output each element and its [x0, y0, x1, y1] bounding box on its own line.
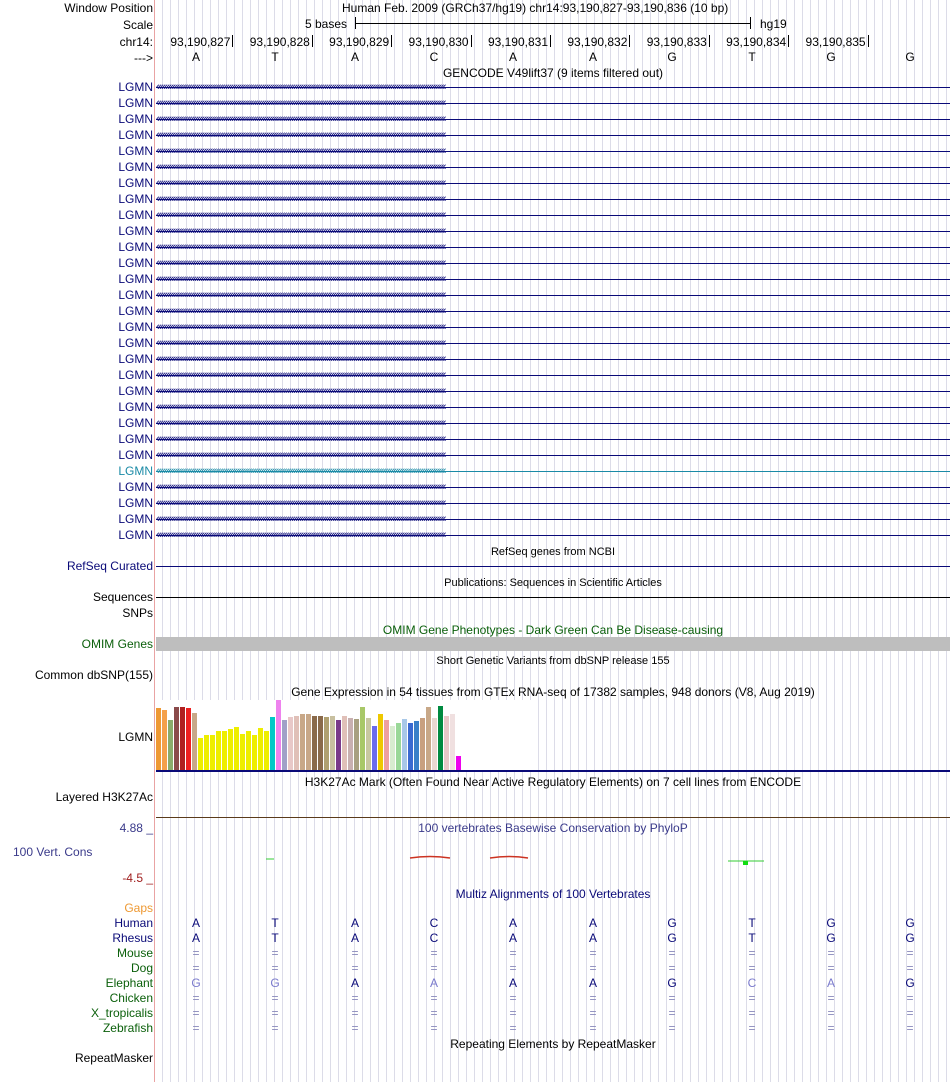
publications-line[interactable]: [156, 597, 950, 598]
gtex-tissue-bar[interactable]: [174, 707, 179, 770]
alignment-base: G: [667, 916, 677, 930]
gencode-gene-label[interactable]: LGMN: [118, 288, 153, 302]
alignment-base: =: [192, 961, 200, 975]
alignment-base: =: [827, 1006, 835, 1020]
position-tick: [550, 35, 551, 47]
gtex-tissue-bar[interactable]: [186, 708, 191, 770]
position-tick: [232, 35, 233, 47]
alignment-base: A: [350, 976, 359, 990]
gencode-transcript-row[interactable]: [156, 207, 950, 223]
strand-chevrons: ‹‹‹‹‹‹‹‹‹‹‹‹‹‹‹‹‹‹‹‹‹‹‹‹‹‹‹‹‹‹‹‹‹‹‹‹‹‹‹‹‹‹‹‹‹‹‹‹‹‹‹‹‹‹‹‹‹‹‹‹‹‹‹‹‹‹‹‹‹‹‹‹‹‹‹‹‹‹‹‹‹‹‹‹‹‹‹‹‹‹‹‹‹‹‹‹‹‹‹‹‹‹‹‹‹‹‹‹‹‹‹‹‹‹‹‹‹‹‹‹‹‹‹‹‹‹‹‹‹‹‹‹‹‹‹‹‹‹‹‹: [156, 369, 445, 381]
gtex-tissue-bar[interactable]: [240, 734, 245, 770]
alignment-base: =: [668, 1021, 676, 1035]
gencode-gene-label[interactable]: LGMN: [118, 80, 153, 94]
alignment-base: =: [430, 946, 438, 960]
base-letter: A: [191, 50, 200, 64]
position-tick: [709, 35, 710, 47]
phylop-min: -4.5 _: [122, 871, 153, 885]
gtex-tissue-bar[interactable]: [270, 717, 275, 770]
alignment-base: =: [668, 946, 676, 960]
refseq-label[interactable]: RefSeq Curated: [66, 559, 153, 573]
alignment-base: C: [429, 931, 439, 945]
alignment-base: =: [509, 1006, 517, 1020]
strand-chevrons: ‹‹‹‹‹‹‹‹‹‹‹‹‹‹‹‹‹‹‹‹‹‹‹‹‹‹‹‹‹‹‹‹‹‹‹‹‹‹‹‹‹‹‹‹‹‹‹‹‹‹‹‹‹‹‹‹‹‹‹‹‹‹‹‹‹‹‹‹‹‹‹‹‹‹‹‹‹‹‹‹‹‹‹‹‹‹‹‹‹‹‹‹‹‹‹‹‹‹‹‹‹‹‹‹‹‹‹‹‹‹‹‹‹‹‹‹‹‹‹‹‹‹‹‹‹‹‹‹‹‹‹‹‹‹‹‹‹‹‹‹: [156, 337, 445, 349]
gtex-tissue-bar[interactable]: [390, 726, 395, 770]
gencode-transcript-row[interactable]: [156, 351, 950, 367]
alignment-base: C: [429, 916, 439, 930]
gencode-gene-label[interactable]: LGMN: [118, 304, 153, 318]
alignment-base: G: [667, 931, 677, 945]
gencode-gene-label[interactable]: LGMN: [118, 96, 153, 110]
strand-chevrons: ‹‹‹‹‹‹‹‹‹‹‹‹‹‹‹‹‹‹‹‹‹‹‹‹‹‹‹‹‹‹‹‹‹‹‹‹‹‹‹‹‹‹‹‹‹‹‹‹‹‹‹‹‹‹‹‹‹‹‹‹‹‹‹‹‹‹‹‹‹‹‹‹‹‹‹‹‹‹‹‹‹‹‹‹‹‹‹‹‹‹‹‹‹‹‹‹‹‹‹‹‹‹‹‹‹‹‹‹‹‹‹‹‹‹‹‹‹‹‹‹‹‹‹‹‹‹‹‹‹‹‹‹‹‹‹‹‹‹‹‹: [156, 353, 445, 365]
gtex-tissue-bar[interactable]: [228, 729, 233, 770]
alignment-base: =: [430, 1006, 438, 1020]
alignment-base: =: [748, 961, 756, 975]
gtex-tissue-bar[interactable]: [258, 728, 263, 770]
alignment-base: A: [350, 931, 359, 945]
gtex-tissue-bar[interactable]: [282, 720, 287, 770]
strand-chevrons: ‹‹‹‹‹‹‹‹‹‹‹‹‹‹‹‹‹‹‹‹‹‹‹‹‹‹‹‹‹‹‹‹‹‹‹‹‹‹‹‹‹‹‹‹‹‹‹‹‹‹‹‹‹‹‹‹‹‹‹‹‹‹‹‹‹‹‹‹‹‹‹‹‹‹‹‹‹‹‹‹‹‹‹‹‹‹‹‹‹‹‹‹‹‹‹‹‹‹‹‹‹‹‹‹‹‹‹‹‹‹‹‹‹‹‹‹‹‹‹‹‹‹‹‹‹‹‹‹‹‹‹‹‹‹‹‹‹‹‹‹: [156, 241, 445, 253]
alignment-base: A: [429, 976, 438, 990]
alignment-base: T: [271, 931, 279, 945]
alignment-base: G: [905, 916, 915, 930]
strand-chevrons: ‹‹‹‹‹‹‹‹‹‹‹‹‹‹‹‹‹‹‹‹‹‹‹‹‹‹‹‹‹‹‹‹‹‹‹‹‹‹‹‹‹‹‹‹‹‹‹‹‹‹‹‹‹‹‹‹‹‹‹‹‹‹‹‹‹‹‹‹‹‹‹‹‹‹‹‹‹‹‹‹‹‹‹‹‹‹‹‹‹‹‹‹‹‹‹‹‹‹‹‹‹‹‹‹‹‹‹‹‹‹‹‹‹‹‹‹‹‹‹‹‹‹‹‹‹‹‹‹‹‹‹‹‹‹‹‹‹‹‹‹: [156, 305, 445, 317]
alignment-base: =: [668, 961, 676, 975]
alignment-base: =: [748, 1021, 756, 1035]
strand-chevrons: ‹‹‹‹‹‹‹‹‹‹‹‹‹‹‹‹‹‹‹‹‹‹‹‹‹‹‹‹‹‹‹‹‹‹‹‹‹‹‹‹‹‹‹‹‹‹‹‹‹‹‹‹‹‹‹‹‹‹‹‹‹‹‹‹‹‹‹‹‹‹‹‹‹‹‹‹‹‹‹‹‹‹‹‹‹‹‹‹‹‹‹‹‹‹‹‹‹‹‹‹‹‹‹‹‹‹‹‹‹‹‹‹‹‹‹‹‹‹‹‹‹‹‹‹‹‹‹‹‹‹‹‹‹‹‹‹‹‹‹‹: [156, 225, 445, 237]
alignment-base: =: [906, 946, 914, 960]
h3k27ac-baseline: [156, 817, 950, 818]
gencode-transcript-row[interactable]: [156, 447, 950, 463]
alignment-base: =: [351, 1021, 359, 1035]
gencode-gene-label[interactable]: LGMN: [118, 528, 153, 542]
position-label: 93,190,831: [487, 35, 548, 49]
phylop-label[interactable]: 100 Vert. Cons: [13, 845, 93, 859]
strand-chevrons: ‹‹‹‹‹‹‹‹‹‹‹‹‹‹‹‹‹‹‹‹‹‹‹‹‹‹‹‹‹‹‹‹‹‹‹‹‹‹‹‹‹‹‹‹‹‹‹‹‹‹‹‹‹‹‹‹‹‹‹‹‹‹‹‹‹‹‹‹‹‹‹‹‹‹‹‹‹‹‹‹‹‹‹‹‹‹‹‹‹‹‹‹‹‹‹‹‹‹‹‹‹‹‹‹‹‹‹‹‹‹‹‹‹‹‹‹‹‹‹‹‹‹‹‹‹‹‹‹‹‹‹‹‹‹‹‹‹‹‹‹: [156, 417, 445, 429]
alignment-base: =: [351, 1006, 359, 1020]
position-tick: [629, 35, 630, 47]
gtex-title: Gene Expression in 54 tissues from GTEx RNA-seq of 17382 samples, 948 donors (V8, Aug 2019): [291, 685, 815, 699]
gtex-tissue-bar[interactable]: [264, 731, 269, 770]
omim-title: OMIM Gene Phenotypes - Dark Green Can Be Disease-causing: [382, 623, 724, 637]
gtex-tissue-bar[interactable]: [312, 716, 317, 770]
gencode-transcript-row[interactable]: [156, 463, 950, 479]
gtex-tissue-bar[interactable]: [330, 716, 335, 770]
strand-chevrons: ‹‹‹‹‹‹‹‹‹‹‹‹‹‹‹‹‹‹‹‹‹‹‹‹‹‹‹‹‹‹‹‹‹‹‹‹‹‹‹‹‹‹‹‹‹‹‹‹‹‹‹‹‹‹‹‹‹‹‹‹‹‹‹‹‹‹‹‹‹‹‹‹‹‹‹‹‹‹‹‹‹‹‹‹‹‹‹‹‹‹‹‹‹‹‹‹‹‹‹‹‹‹‹‹‹‹‹‹‹‹‹‹‹‹‹‹‹‹‹‹‹‹‹‹‹‹‹‹‹‹‹‹‹‹‹‹‹‹‹‹: [156, 145, 445, 157]
gaps-label: Gaps: [124, 901, 153, 915]
gencode-transcript-row[interactable]: [156, 143, 950, 159]
gencode-transcript-row[interactable]: [156, 335, 950, 351]
alignment-base: A: [588, 916, 597, 930]
species-label[interactable]: Mouse: [116, 946, 153, 960]
gencode-gene-label[interactable]: LGMN: [118, 192, 153, 206]
gencode-transcript-row[interactable]: [156, 191, 950, 207]
position-label: 93,190,829: [329, 35, 390, 49]
alignment-base: =: [589, 1006, 597, 1020]
gencode-transcript-row[interactable]: [156, 287, 950, 303]
gencode-gene-label[interactable]: LGMN: [118, 320, 153, 334]
gtex-tissue-bar[interactable]: [252, 735, 257, 770]
alignment-base: =: [509, 991, 517, 1005]
gencode-transcript-row[interactable]: [156, 399, 950, 415]
snps-label[interactable]: SNPs: [122, 606, 153, 620]
gtex-baseline: [156, 770, 950, 772]
gencode-gene-label[interactable]: LGMN: [118, 480, 153, 494]
gtex-tissue-bar[interactable]: [288, 717, 293, 770]
gtex-tissue-bar[interactable]: [204, 735, 209, 770]
alignment-base: A: [508, 916, 517, 930]
alignment-base: A: [508, 976, 517, 990]
alignment-base: =: [351, 946, 359, 960]
position-label: 93,190,834: [726, 35, 787, 49]
gencode-gene-label[interactable]: LGMN: [118, 176, 153, 190]
gencode-gene-label[interactable]: LGMN: [118, 336, 153, 350]
gencode-transcript-row[interactable]: [156, 239, 950, 255]
repeatmasker-title: Repeating Elements by RepeatMasker: [450, 1037, 656, 1051]
position-tick: [471, 35, 472, 47]
alignment-base: =: [748, 991, 756, 1005]
gtex-tissue-bar[interactable]: [180, 707, 185, 770]
base-letter: G: [905, 50, 915, 64]
alignment-base: =: [906, 1021, 914, 1035]
gtex-tissue-bar[interactable]: [342, 716, 347, 770]
refseq-gene-line[interactable]: [156, 566, 950, 567]
gencode-transcript-row[interactable]: [156, 223, 950, 239]
gencode-transcript-row[interactable]: [156, 479, 950, 495]
alignment-base: C: [747, 976, 757, 990]
gtex-tissue-bar[interactable]: [162, 710, 167, 770]
base-letter: C: [429, 50, 439, 64]
alignment-base: =: [351, 991, 359, 1005]
strand-chevrons: ‹‹‹‹‹‹‹‹‹‹‹‹‹‹‹‹‹‹‹‹‹‹‹‹‹‹‹‹‹‹‹‹‹‹‹‹‹‹‹‹‹‹‹‹‹‹‹‹‹‹‹‹‹‹‹‹‹‹‹‹‹‹‹‹‹‹‹‹‹‹‹‹‹‹‹‹‹‹‹‹‹‹‹‹‹‹‹‹‹‹‹‹‹‹‹‹‹‹‹‹‹‹‹‹‹‹‹‹‹‹‹‹‹‹‹‹‹‹‹‹‹‹‹‹‹‹‹‹‹‹‹‹‹‹‹‹‹‹‹‹: [156, 193, 445, 205]
alignment-base: =: [430, 991, 438, 1005]
alignment-base: A: [191, 916, 200, 930]
alignment-base: =: [192, 946, 200, 960]
alignment-base: G: [667, 976, 677, 990]
species-label[interactable]: Human: [114, 916, 153, 930]
gencode-gene-label[interactable]: LGMN: [118, 112, 153, 126]
strand-arrow-label: --->: [134, 51, 153, 65]
alignment-base: =: [668, 991, 676, 1005]
alignment-base: =: [827, 991, 835, 1005]
gtex-tissue-bar[interactable]: [198, 738, 203, 770]
gencode-transcript-row[interactable]: [156, 127, 950, 143]
strand-chevrons: ‹‹‹‹‹‹‹‹‹‹‹‹‹‹‹‹‹‹‹‹‹‹‹‹‹‹‹‹‹‹‹‹‹‹‹‹‹‹‹‹‹‹‹‹‹‹‹‹‹‹‹‹‹‹‹‹‹‹‹‹‹‹‹‹‹‹‹‹‹‹‹‹‹‹‹‹‹‹‹‹‹‹‹‹‹‹‹‹‹‹‹‹‹‹‹‹‹‹‹‹‹‹‹‹‹‹‹‹‹‹‹‹‹‹‹‹‹‹‹‹‹‹‹‹‹‹‹‹‹‹‹‹‹‹‹‹‹‹‹‹: [156, 513, 445, 525]
strand-chevrons: ‹‹‹‹‹‹‹‹‹‹‹‹‹‹‹‹‹‹‹‹‹‹‹‹‹‹‹‹‹‹‹‹‹‹‹‹‹‹‹‹‹‹‹‹‹‹‹‹‹‹‹‹‹‹‹‹‹‹‹‹‹‹‹‹‹‹‹‹‹‹‹‹‹‹‹‹‹‹‹‹‹‹‹‹‹‹‹‹‹‹‹‹‹‹‹‹‹‹‹‹‹‹‹‹‹‹‹‹‹‹‹‹‹‹‹‹‹‹‹‹‹‹‹‹‹‹‹‹‹‹‹‹‹‹‹‹‹‹‹‹: [156, 497, 445, 509]
strand-chevrons: ‹‹‹‹‹‹‹‹‹‹‹‹‹‹‹‹‹‹‹‹‹‹‹‹‹‹‹‹‹‹‹‹‹‹‹‹‹‹‹‹‹‹‹‹‹‹‹‹‹‹‹‹‹‹‹‹‹‹‹‹‹‹‹‹‹‹‹‹‹‹‹‹‹‹‹‹‹‹‹‹‹‹‹‹‹‹‹‹‹‹‹‹‹‹‹‹‹‹‹‹‹‹‹‹‹‹‹‹‹‹‹‹‹‹‹‹‹‹‹‹‹‹‹‹‹‹‹‹‹‹‹‹‹‹‹‹‹‹‹‹: [156, 529, 445, 541]
alignment-base: =: [906, 961, 914, 975]
publications-label[interactable]: Sequences: [92, 590, 153, 604]
alignment-base: =: [192, 991, 200, 1005]
gencode-transcript-row[interactable]: [156, 159, 950, 175]
gencode-gene-label[interactable]: LGMN: [118, 384, 153, 398]
base-letter: A: [588, 50, 597, 64]
gencode-gene-label[interactable]: LGMN: [118, 240, 153, 254]
alignment-base: G: [826, 916, 836, 930]
strand-chevrons: ‹‹‹‹‹‹‹‹‹‹‹‹‹‹‹‹‹‹‹‹‹‹‹‹‹‹‹‹‹‹‹‹‹‹‹‹‹‹‹‹‹‹‹‹‹‹‹‹‹‹‹‹‹‹‹‹‹‹‹‹‹‹‹‹‹‹‹‹‹‹‹‹‹‹‹‹‹‹‹‹‹‹‹‹‹‹‹‹‹‹‹‹‹‹‹‹‹‹‹‹‹‹‹‹‹‹‹‹‹‹‹‹‹‹‹‹‹‹‹‹‹‹‹‹‹‹‹‹‹‹‹‹‹‹‹‹‹‹‹‹: [156, 113, 445, 125]
publications-title: Publications: Sequences in Scientific Articles: [444, 577, 662, 589]
scale-label: Scale: [122, 18, 153, 32]
gtex-tissue-bar[interactable]: [372, 726, 377, 770]
alignment-base: =: [192, 1021, 200, 1035]
phylop-title: 100 vertebrates Basewise Conservation by PhyloP: [418, 821, 688, 835]
scale-bar: [355, 23, 751, 24]
gencode-transcript-row[interactable]: [156, 271, 950, 287]
gencode-gene-label[interactable]: LGMN: [118, 224, 153, 238]
gtex-tissue-bar[interactable]: [432, 718, 437, 770]
gencode-gene-label[interactable]: LGMN: [118, 464, 153, 478]
multiz-title: Multiz Alignments of 100 Vertebrates: [455, 887, 651, 901]
gtex-tissue-bar[interactable]: [438, 706, 443, 770]
strand-chevrons: ‹‹‹‹‹‹‹‹‹‹‹‹‹‹‹‹‹‹‹‹‹‹‹‹‹‹‹‹‹‹‹‹‹‹‹‹‹‹‹‹‹‹‹‹‹‹‹‹‹‹‹‹‹‹‹‹‹‹‹‹‹‹‹‹‹‹‹‹‹‹‹‹‹‹‹‹‹‹‹‹‹‹‹‹‹‹‹‹‹‹‹‹‹‹‹‹‹‹‹‹‹‹‹‹‹‹‹‹‹‹‹‹‹‹‹‹‹‹‹‹‹‹‹‹‹‹‹‹‹‹‹‹‹‹‹‹‹‹‹‹: [156, 433, 445, 445]
omim-gene-bar[interactable]: [156, 637, 950, 651]
strand-chevrons: ‹‹‹‹‹‹‹‹‹‹‹‹‹‹‹‹‹‹‹‹‹‹‹‹‹‹‹‹‹‹‹‹‹‹‹‹‹‹‹‹‹‹‹‹‹‹‹‹‹‹‹‹‹‹‹‹‹‹‹‹‹‹‹‹‹‹‹‹‹‹‹‹‹‹‹‹‹‹‹‹‹‹‹‹‹‹‹‹‹‹‹‹‹‹‹‹‹‹‹‹‹‹‹‹‹‹‹‹‹‹‹‹‹‹‹‹‹‹‹‹‹‹‹‹‹‹‹‹‹‹‹‹‹‹‹‹‹‹‹‹: [156, 257, 445, 269]
strand-chevrons: ‹‹‹‹‹‹‹‹‹‹‹‹‹‹‹‹‹‹‹‹‹‹‹‹‹‹‹‹‹‹‹‹‹‹‹‹‹‹‹‹‹‹‹‹‹‹‹‹‹‹‹‹‹‹‹‹‹‹‹‹‹‹‹‹‹‹‹‹‹‹‹‹‹‹‹‹‹‹‹‹‹‹‹‹‹‹‹‹‹‹‹‹‹‹‹‹‹‹‹‹‹‹‹‹‹‹‹‹‹‹‹‹‹‹‹‹‹‹‹‹‹‹‹‹‹‹‹‹‹‹‹‹‹‹‹‹‹‹‹‹: [156, 209, 445, 221]
alignment-base: G: [191, 976, 201, 990]
gtex-tissue-bar[interactable]: [408, 723, 413, 770]
species-label[interactable]: X_tropicalis: [90, 1006, 153, 1020]
strand-chevrons: ‹‹‹‹‹‹‹‹‹‹‹‹‹‹‹‹‹‹‹‹‹‹‹‹‹‹‹‹‹‹‹‹‹‹‹‹‹‹‹‹‹‹‹‹‹‹‹‹‹‹‹‹‹‹‹‹‹‹‹‹‹‹‹‹‹‹‹‹‹‹‹‹‹‹‹‹‹‹‹‹‹‹‹‹‹‹‹‹‹‹‹‹‹‹‹‹‹‹‹‹‹‹‹‹‹‹‹‹‹‹‹‹‹‹‹‹‹‹‹‹‹‹‹‹‹‹‹‹‹‹‹‹‹‹‹‹‹‹‹‹: [156, 449, 445, 461]
gencode-gene-label[interactable]: LGMN: [118, 160, 153, 174]
alignment-base: =: [192, 1006, 200, 1020]
position-label: 93,190,827: [170, 35, 231, 49]
phylop-mark-2: [410, 857, 450, 859]
strand-chevrons: ‹‹‹‹‹‹‹‹‹‹‹‹‹‹‹‹‹‹‹‹‹‹‹‹‹‹‹‹‹‹‹‹‹‹‹‹‹‹‹‹‹‹‹‹‹‹‹‹‹‹‹‹‹‹‹‹‹‹‹‹‹‹‹‹‹‹‹‹‹‹‹‹‹‹‹‹‹‹‹‹‹‹‹‹‹‹‹‹‹‹‹‹‹‹‹‹‹‹‹‹‹‹‹‹‹‹‹‹‹‹‹‹‹‹‹‹‹‹‹‹‹‹‹‹‹‹‹‹‹‹‹‹‹‹‹‹‹‹‹‹: [156, 177, 445, 189]
species-label[interactable]: Rhesus: [112, 931, 153, 945]
dbsnp-label[interactable]: Common dbSNP(155): [34, 668, 153, 682]
gencode-transcript-row[interactable]: [156, 319, 950, 335]
gtex-tissue-bar[interactable]: [450, 714, 455, 770]
strand-chevrons: ‹‹‹‹‹‹‹‹‹‹‹‹‹‹‹‹‹‹‹‹‹‹‹‹‹‹‹‹‹‹‹‹‹‹‹‹‹‹‹‹‹‹‹‹‹‹‹‹‹‹‹‹‹‹‹‹‹‹‹‹‹‹‹‹‹‹‹‹‹‹‹‹‹‹‹‹‹‹‹‹‹‹‹‹‹‹‹‹‹‹‹‹‹‹‹‹‹‹‹‹‹‹‹‹‹‹‹‹‹‹‹‹‹‹‹‹‹‹‹‹‹‹‹‹‹‹‹‹‹‹‹‹‹‹‹‹‹‹‹‹: [156, 97, 445, 109]
gtex-tissue-bar[interactable]: [336, 720, 341, 770]
gencode-transcript-row[interactable]: [156, 175, 950, 191]
gtex-tissue-bar[interactable]: [378, 714, 383, 770]
h3k27ac-title: H3K27Ac Mark (Often Found Near Active Regulatory Elements) on 7 cell lines from ENCODE: [304, 775, 802, 789]
gencode-gene-label[interactable]: LGMN: [118, 256, 153, 270]
gtex-tissue-bar[interactable]: [348, 718, 353, 770]
alignment-base: =: [430, 961, 438, 975]
scale-text: 5 bases: [305, 17, 348, 31]
gtex-tissue-bar[interactable]: [426, 707, 431, 770]
alignment-base: =: [351, 961, 359, 975]
alignment-base: =: [589, 991, 597, 1005]
alignment-base: =: [271, 946, 279, 960]
gencode-transcript-row[interactable]: [156, 79, 950, 95]
alignment-base: A: [350, 916, 359, 930]
window-position-label: Window Position: [64, 1, 153, 15]
scale-tick-left: [355, 17, 356, 29]
gtex-tissue-bar[interactable]: [210, 735, 215, 770]
gtex-tissue-bar[interactable]: [318, 716, 323, 770]
gencode-transcript-row[interactable]: [156, 495, 950, 511]
gencode-gene-label[interactable]: LGMN: [118, 368, 153, 382]
strand-chevrons: ‹‹‹‹‹‹‹‹‹‹‹‹‹‹‹‹‹‹‹‹‹‹‹‹‹‹‹‹‹‹‹‹‹‹‹‹‹‹‹‹‹‹‹‹‹‹‹‹‹‹‹‹‹‹‹‹‹‹‹‹‹‹‹‹‹‹‹‹‹‹‹‹‹‹‹‹‹‹‹‹‹‹‹‹‹‹‹‹‹‹‹‹‹‹‹‹‹‹‹‹‹‹‹‹‹‹‹‹‹‹‹‹‹‹‹‹‹‹‹‹‹‹‹‹‹‹‹‹‹‹‹‹‹‹‹‹‹‹‹‹: [156, 465, 445, 477]
position-tick: [391, 35, 392, 47]
scale-tick-right: [750, 17, 751, 29]
alignment-base: =: [430, 1021, 438, 1035]
base-letter: A: [350, 50, 359, 64]
repeatmasker-label[interactable]: RepeatMasker: [74, 1051, 153, 1065]
alignment-base: =: [589, 961, 597, 975]
gtex-tissue-bar[interactable]: [324, 717, 329, 770]
alignment-base: A: [191, 931, 200, 945]
alignment-base: G: [905, 976, 915, 990]
window-position-text: Human Feb. 2009 (GRCh37/hg19) chr14:93,190,827-93,190,836 (10 bp): [342, 1, 729, 15]
gtex-tissue-bar[interactable]: [402, 719, 407, 770]
alignment-base: G: [905, 931, 915, 945]
alignment-base: A: [588, 931, 597, 945]
gencode-transcript-row[interactable]: [156, 303, 950, 319]
alignment-base: =: [748, 1006, 756, 1020]
alignment-base: =: [271, 1006, 279, 1020]
gtex-bar-chart[interactable]: [156, 700, 536, 770]
position-label: 93,190,828: [249, 35, 310, 49]
alignment-base: =: [589, 946, 597, 960]
alignment-base: =: [827, 961, 835, 975]
alignment-base: T: [748, 931, 756, 945]
alignment-base: =: [748, 946, 756, 960]
gencode-transcript-row[interactable]: [156, 95, 950, 111]
phylop-mark-3: [490, 857, 528, 859]
gencode-transcript-row[interactable]: [156, 431, 950, 447]
position-label: 93,190,835: [805, 35, 866, 49]
gencode-gene-label[interactable]: LGMN: [118, 400, 153, 414]
phylop-mark-5: [743, 861, 748, 865]
gencode-gene-label[interactable]: LGMN: [118, 272, 153, 286]
alignment-base: A: [826, 976, 835, 990]
base-letter: G: [826, 50, 836, 64]
gencode-title: GENCODE V49lift37 (9 items filtered out): [442, 66, 664, 80]
alignment-base: A: [588, 976, 597, 990]
gencode-gene-label[interactable]: LGMN: [118, 144, 153, 158]
base-letter: T: [271, 50, 279, 64]
alignment-base: =: [271, 991, 279, 1005]
gencode-gene-label[interactable]: LGMN: [118, 448, 153, 462]
strand-chevrons: ‹‹‹‹‹‹‹‹‹‹‹‹‹‹‹‹‹‹‹‹‹‹‹‹‹‹‹‹‹‹‹‹‹‹‹‹‹‹‹‹‹‹‹‹‹‹‹‹‹‹‹‹‹‹‹‹‹‹‹‹‹‹‹‹‹‹‹‹‹‹‹‹‹‹‹‹‹‹‹‹‹‹‹‹‹‹‹‹‹‹‹‹‹‹‹‹‹‹‹‹‹‹‹‹‹‹‹‹‹‹‹‹‹‹‹‹‹‹‹‹‹‹‹‹‹‹‹‹‹‹‹‹‹‹‹‹‹‹‹‹: [156, 273, 445, 285]
alignment-base: =: [906, 991, 914, 1005]
gencode-gene-label[interactable]: LGMN: [118, 416, 153, 430]
gtex-tissue-bar[interactable]: [276, 700, 281, 770]
gtex-tissue-bar[interactable]: [366, 718, 371, 770]
strand-chevrons: ‹‹‹‹‹‹‹‹‹‹‹‹‹‹‹‹‹‹‹‹‹‹‹‹‹‹‹‹‹‹‹‹‹‹‹‹‹‹‹‹‹‹‹‹‹‹‹‹‹‹‹‹‹‹‹‹‹‹‹‹‹‹‹‹‹‹‹‹‹‹‹‹‹‹‹‹‹‹‹‹‹‹‹‹‹‹‹‹‹‹‹‹‹‹‹‹‹‹‹‹‹‹‹‹‹‹‹‹‹‹‹‹‹‹‹‹‹‹‹‹‹‹‹‹‹‹‹‹‹‹‹‹‹‹‹‹‹‹‹‹: [156, 129, 445, 141]
alignment-base: =: [509, 1021, 517, 1035]
gencode-transcript-row[interactable]: [156, 111, 950, 127]
gencode-transcript-row[interactable]: [156, 255, 950, 271]
alignment-base: =: [509, 961, 517, 975]
gencode-gene-label[interactable]: LGMN: [118, 512, 153, 526]
position-label: 93,190,832: [567, 35, 628, 49]
alignment-base: T: [748, 916, 756, 930]
alignment-base: =: [509, 946, 517, 960]
position-tick: [868, 35, 869, 47]
gtex-tissue-bar[interactable]: [396, 723, 401, 770]
position-tick: [788, 35, 789, 47]
base-letter: G: [667, 50, 677, 64]
gencode-transcript-row[interactable]: [156, 367, 950, 383]
gtex-tissue-bar[interactable]: [234, 727, 239, 770]
alignment-base: =: [827, 946, 835, 960]
species-label[interactable]: Elephant: [105, 976, 153, 990]
alignment-base: =: [271, 961, 279, 975]
h3k27ac-label[interactable]: Layered H3K27Ac: [55, 790, 153, 804]
gtex-tissue-bar[interactable]: [192, 713, 197, 770]
alignment-base: =: [827, 1021, 835, 1035]
gtex-tissue-bar[interactable]: [216, 731, 221, 770]
gtex-tissue-bar[interactable]: [420, 718, 425, 770]
gtex-tissue-bar[interactable]: [300, 714, 305, 770]
gtex-tissue-bar[interactable]: [156, 708, 161, 770]
alignment-base: T: [271, 916, 279, 930]
strand-chevrons: ‹‹‹‹‹‹‹‹‹‹‹‹‹‹‹‹‹‹‹‹‹‹‹‹‹‹‹‹‹‹‹‹‹‹‹‹‹‹‹‹‹‹‹‹‹‹‹‹‹‹‹‹‹‹‹‹‹‹‹‹‹‹‹‹‹‹‹‹‹‹‹‹‹‹‹‹‹‹‹‹‹‹‹‹‹‹‹‹‹‹‹‹‹‹‹‹‹‹‹‹‹‹‹‹‹‹‹‹‹‹‹‹‹‹‹‹‹‹‹‹‹‹‹‹‹‹‹‹‹‹‹‹‹‹‹‹‹‹‹‹: [156, 385, 445, 397]
gencode-gene-label[interactable]: LGMN: [118, 128, 153, 142]
strand-chevrons: ‹‹‹‹‹‹‹‹‹‹‹‹‹‹‹‹‹‹‹‹‹‹‹‹‹‹‹‹‹‹‹‹‹‹‹‹‹‹‹‹‹‹‹‹‹‹‹‹‹‹‹‹‹‹‹‹‹‹‹‹‹‹‹‹‹‹‹‹‹‹‹‹‹‹‹‹‹‹‹‹‹‹‹‹‹‹‹‹‹‹‹‹‹‹‹‹‹‹‹‹‹‹‹‹‹‹‹‹‹‹‹‹‹‹‹‹‹‹‹‹‹‹‹‹‹‹‹‹‹‹‹‹‹‹‹‹‹‹‹‹: [156, 161, 445, 173]
position-label: 93,190,833: [646, 35, 707, 49]
strand-chevrons: ‹‹‹‹‹‹‹‹‹‹‹‹‹‹‹‹‹‹‹‹‹‹‹‹‹‹‹‹‹‹‹‹‹‹‹‹‹‹‹‹‹‹‹‹‹‹‹‹‹‹‹‹‹‹‹‹‹‹‹‹‹‹‹‹‹‹‹‹‹‹‹‹‹‹‹‹‹‹‹‹‹‹‹‹‹‹‹‹‹‹‹‹‹‹‹‹‹‹‹‹‹‹‹‹‹‹‹‹‹‹‹‹‹‹‹‹‹‹‹‹‹‹‹‹‹‹‹‹‹‹‹‹‹‹‹‹‹‹‹‹: [156, 321, 445, 333]
gencode-transcript-row[interactable]: [156, 415, 950, 431]
gtex-tissue-bar[interactable]: [222, 731, 227, 770]
gencode-gene-label[interactable]: LGMN: [118, 208, 153, 222]
position-tick: [312, 35, 313, 47]
alignment-base: =: [589, 1021, 597, 1035]
chrom-label: chr14:: [119, 35, 153, 49]
gencode-gene-label[interactable]: LGMN: [118, 496, 153, 510]
omim-label[interactable]: OMIM Genes: [81, 637, 153, 651]
gtex-tissue-bar[interactable]: [360, 707, 365, 770]
alignment-base: A: [508, 931, 517, 945]
strand-chevrons: ‹‹‹‹‹‹‹‹‹‹‹‹‹‹‹‹‹‹‹‹‹‹‹‹‹‹‹‹‹‹‹‹‹‹‹‹‹‹‹‹‹‹‹‹‹‹‹‹‹‹‹‹‹‹‹‹‹‹‹‹‹‹‹‹‹‹‹‹‹‹‹‹‹‹‹‹‹‹‹‹‹‹‹‹‹‹‹‹‹‹‹‹‹‹‹‹‹‹‹‹‹‹‹‹‹‹‹‹‹‹‹‹‹‹‹‹‹‹‹‹‹‹‹‹‹‹‹‹‹‹‹‹‹‹‹‹‹‹‹‹: [156, 401, 445, 413]
species-label[interactable]: Zebrafish: [102, 1021, 153, 1035]
refseq-title: RefSeq genes from NCBI: [490, 546, 616, 558]
gtex-tissue-bar[interactable]: [168, 720, 173, 770]
alignment-base: G: [826, 931, 836, 945]
species-label[interactable]: Chicken: [109, 991, 153, 1005]
gtex-tissue-bar[interactable]: [384, 720, 389, 770]
species-label[interactable]: Dog: [130, 961, 153, 975]
gtex-tissue-bar[interactable]: [456, 756, 461, 770]
gencode-transcript-row[interactable]: [156, 383, 950, 399]
phylop-max: 4.88 _: [119, 821, 153, 835]
gtex-tissue-bar[interactable]: [306, 714, 311, 770]
gencode-gene-label[interactable]: LGMN: [118, 352, 153, 366]
strand-chevrons: ‹‹‹‹‹‹‹‹‹‹‹‹‹‹‹‹‹‹‹‹‹‹‹‹‹‹‹‹‹‹‹‹‹‹‹‹‹‹‹‹‹‹‹‹‹‹‹‹‹‹‹‹‹‹‹‹‹‹‹‹‹‹‹‹‹‹‹‹‹‹‹‹‹‹‹‹‹‹‹‹‹‹‹‹‹‹‹‹‹‹‹‹‹‹‹‹‹‹‹‹‹‹‹‹‹‹‹‹‹‹‹‹‹‹‹‹‹‹‹‹‹‹‹‹‹‹‹‹‹‹‹‹‹‹‹‹‹‹‹‹: [156, 481, 445, 493]
base-letter: A: [508, 50, 517, 64]
strand-chevrons: ‹‹‹‹‹‹‹‹‹‹‹‹‹‹‹‹‹‹‹‹‹‹‹‹‹‹‹‹‹‹‹‹‹‹‹‹‹‹‹‹‹‹‹‹‹‹‹‹‹‹‹‹‹‹‹‹‹‹‹‹‹‹‹‹‹‹‹‹‹‹‹‹‹‹‹‹‹‹‹‹‹‹‹‹‹‹‹‹‹‹‹‹‹‹‹‹‹‹‹‹‹‹‹‹‹‹‹‹‹‹‹‹‹‹‹‹‹‹‹‹‹‹‹‹‹‹‹‹‹‹‹‹‹‹‹‹‹‹‹‹: [156, 81, 445, 93]
gtex-tissue-bar[interactable]: [246, 731, 251, 770]
gencode-transcript-row[interactable]: [156, 511, 950, 527]
base-letter: T: [748, 50, 756, 64]
gtex-tissue-bar[interactable]: [414, 721, 419, 770]
gencode-gene-label[interactable]: LGMN: [118, 432, 153, 446]
scale-assembly: hg19: [760, 17, 787, 31]
strand-chevrons: ‹‹‹‹‹‹‹‹‹‹‹‹‹‹‹‹‹‹‹‹‹‹‹‹‹‹‹‹‹‹‹‹‹‹‹‹‹‹‹‹‹‹‹‹‹‹‹‹‹‹‹‹‹‹‹‹‹‹‹‹‹‹‹‹‹‹‹‹‹‹‹‹‹‹‹‹‹‹‹‹‹‹‹‹‹‹‹‹‹‹‹‹‹‹‹‹‹‹‹‹‹‹‹‹‹‹‹‹‹‹‹‹‹‹‹‹‹‹‹‹‹‹‹‹‹‹‹‹‹‹‹‹‹‹‹‹‹‹‹‹: [156, 289, 445, 301]
alignment-base: =: [668, 1006, 676, 1020]
label-divider: [154, 0, 155, 1082]
gencode-transcript-row[interactable]: [156, 527, 950, 543]
phylop-plot[interactable]: [156, 840, 950, 880]
alignment-base: G: [270, 976, 280, 990]
alignment-base: =: [906, 1006, 914, 1020]
gtex-label[interactable]: LGMN: [118, 730, 153, 744]
position-label: 93,190,830: [408, 35, 469, 49]
gtex-tissue-bar[interactable]: [294, 716, 299, 770]
gtex-tissue-bar[interactable]: [444, 716, 449, 770]
gtex-tissue-bar[interactable]: [354, 719, 359, 770]
dbsnp-title: Short Genetic Variants from dbSNP release 155: [436, 655, 670, 667]
alignment-base: =: [271, 1021, 279, 1035]
